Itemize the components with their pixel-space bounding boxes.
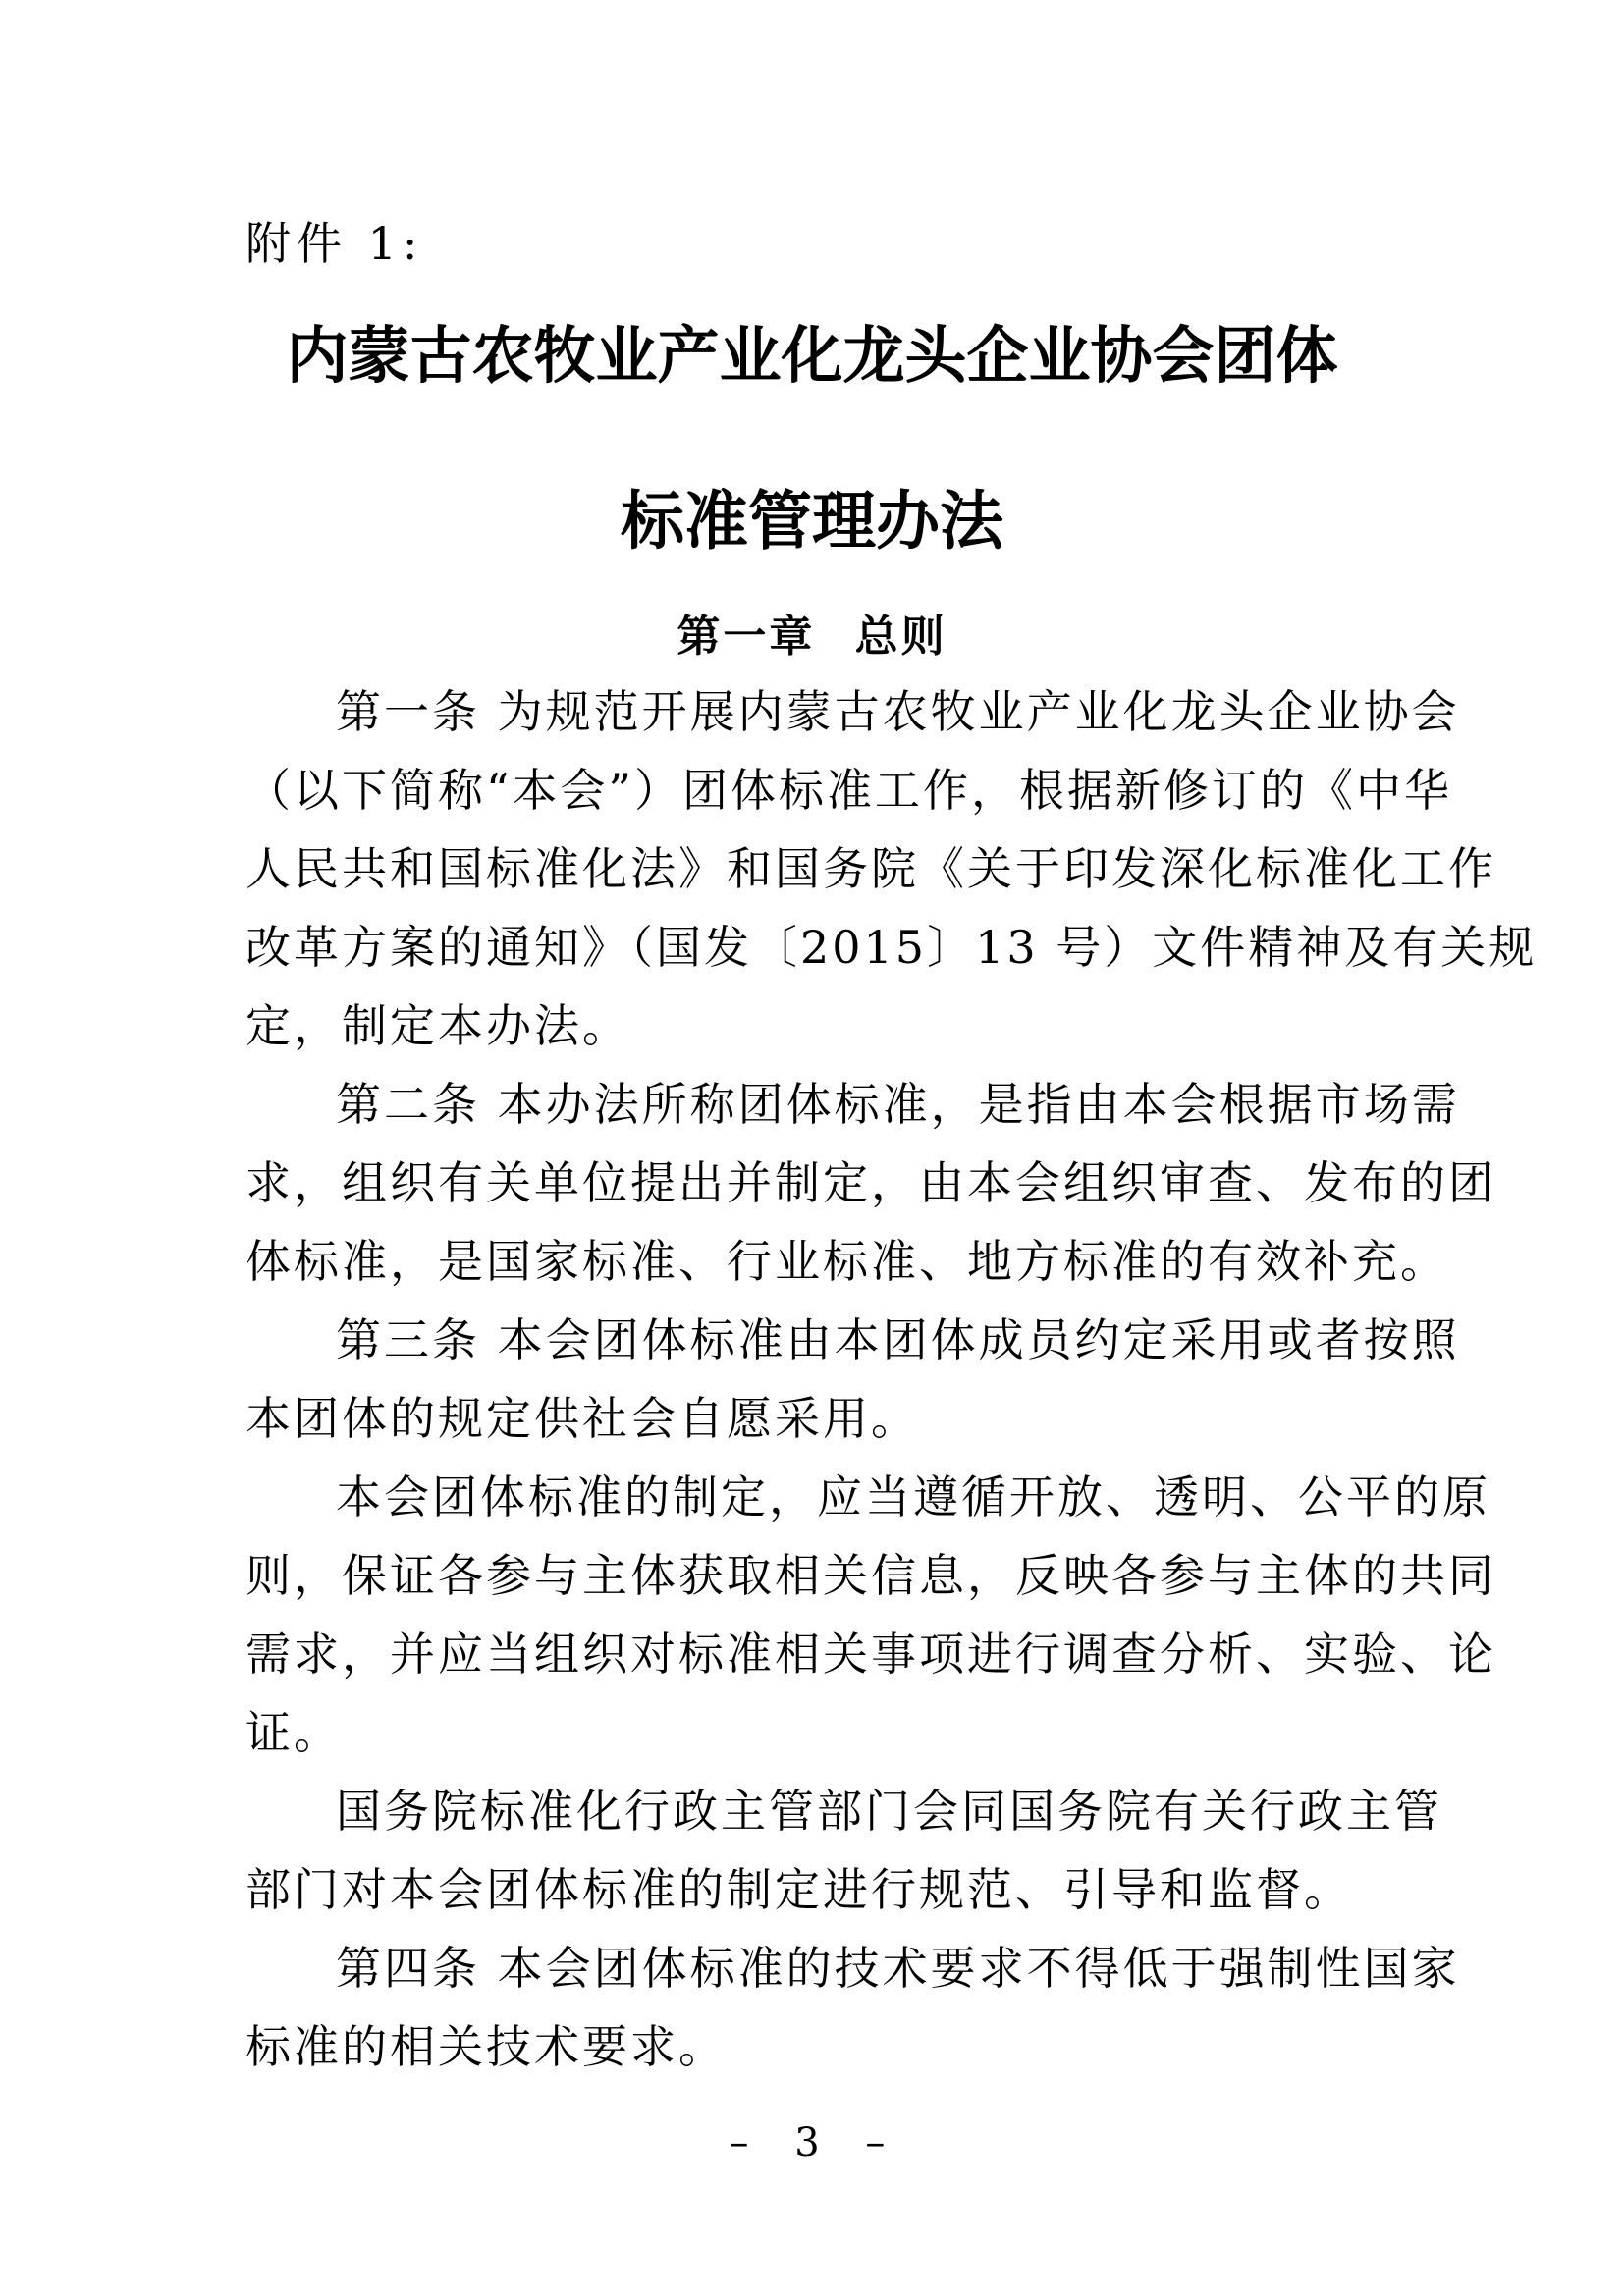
body-line-18: 标准的相关技术要求。 <box>245 2020 727 2073</box>
chapter-heading: 第一章 总则 <box>677 612 947 662</box>
document-title-line2: 标准管理办法 <box>620 484 1003 559</box>
body-line-6: 第二条 本办法所称团体标准，是指由本会根据市场需 <box>336 1078 1460 1131</box>
body-line-10: 本团体的规定供社会自愿采用。 <box>245 1392 919 1445</box>
body-line-2: （以下简称“本会”）团体标准工作，根据新修订的《中华 <box>245 764 1453 817</box>
document-body <box>245 672 1538 2086</box>
body-line-16: 部门对本会团体标准的制定进行规范、引导和监督。 <box>245 1863 1352 1916</box>
body-line-8: 体标准，是国家标准、行业标准、地方标准的有效补充。 <box>245 1235 1448 1288</box>
body-line-14: 证。 <box>245 1706 342 1759</box>
body-line-9: 第三条 本会团体标准由本团体成员约定采用或者按照 <box>336 1313 1460 1366</box>
body-line-5: 定，制定本办法。 <box>245 999 630 1052</box>
body-line-4: 改革方案的通知》（国发〔2015〕13 号）文件精神及有关规 <box>245 921 1538 974</box>
page-number: – 3 – <box>729 2120 895 2165</box>
body-line-17: 第四条 本会团体标准的技术要求不得低于强制性国家 <box>336 1942 1460 1995</box>
body-line-13: 需求，并应当组织对标准相关事项进行调查分析、实验、论 <box>245 1628 1496 1681</box>
attachment-label: 附件 1: <box>245 217 424 270</box>
body-line-15: 国务院标准化行政主管部门会同国务院有关行政主管 <box>336 1785 1442 1838</box>
body-line-3: 人民共和国标准化法》和国务院《关于印发深化标准化工作 <box>245 842 1496 895</box>
document-title-line1: 内蒙古农牧业产业化龙头企业协会团体 <box>286 319 1338 392</box>
body-line-12: 则，保证各参与主体获取相关信息，反映各参与主体的共同 <box>245 1549 1496 1602</box>
body-line-7: 求，组织有关单位提出并制定，由本会组织审查、发布的团 <box>245 1156 1496 1209</box>
body-line-11: 本会团体标准的制定，应当遵循开放、透明、公平的原 <box>336 1470 1490 1523</box>
body-line-1: 第一条 为规范开展内蒙古农牧业产业化龙头企业协会 <box>336 685 1460 738</box>
